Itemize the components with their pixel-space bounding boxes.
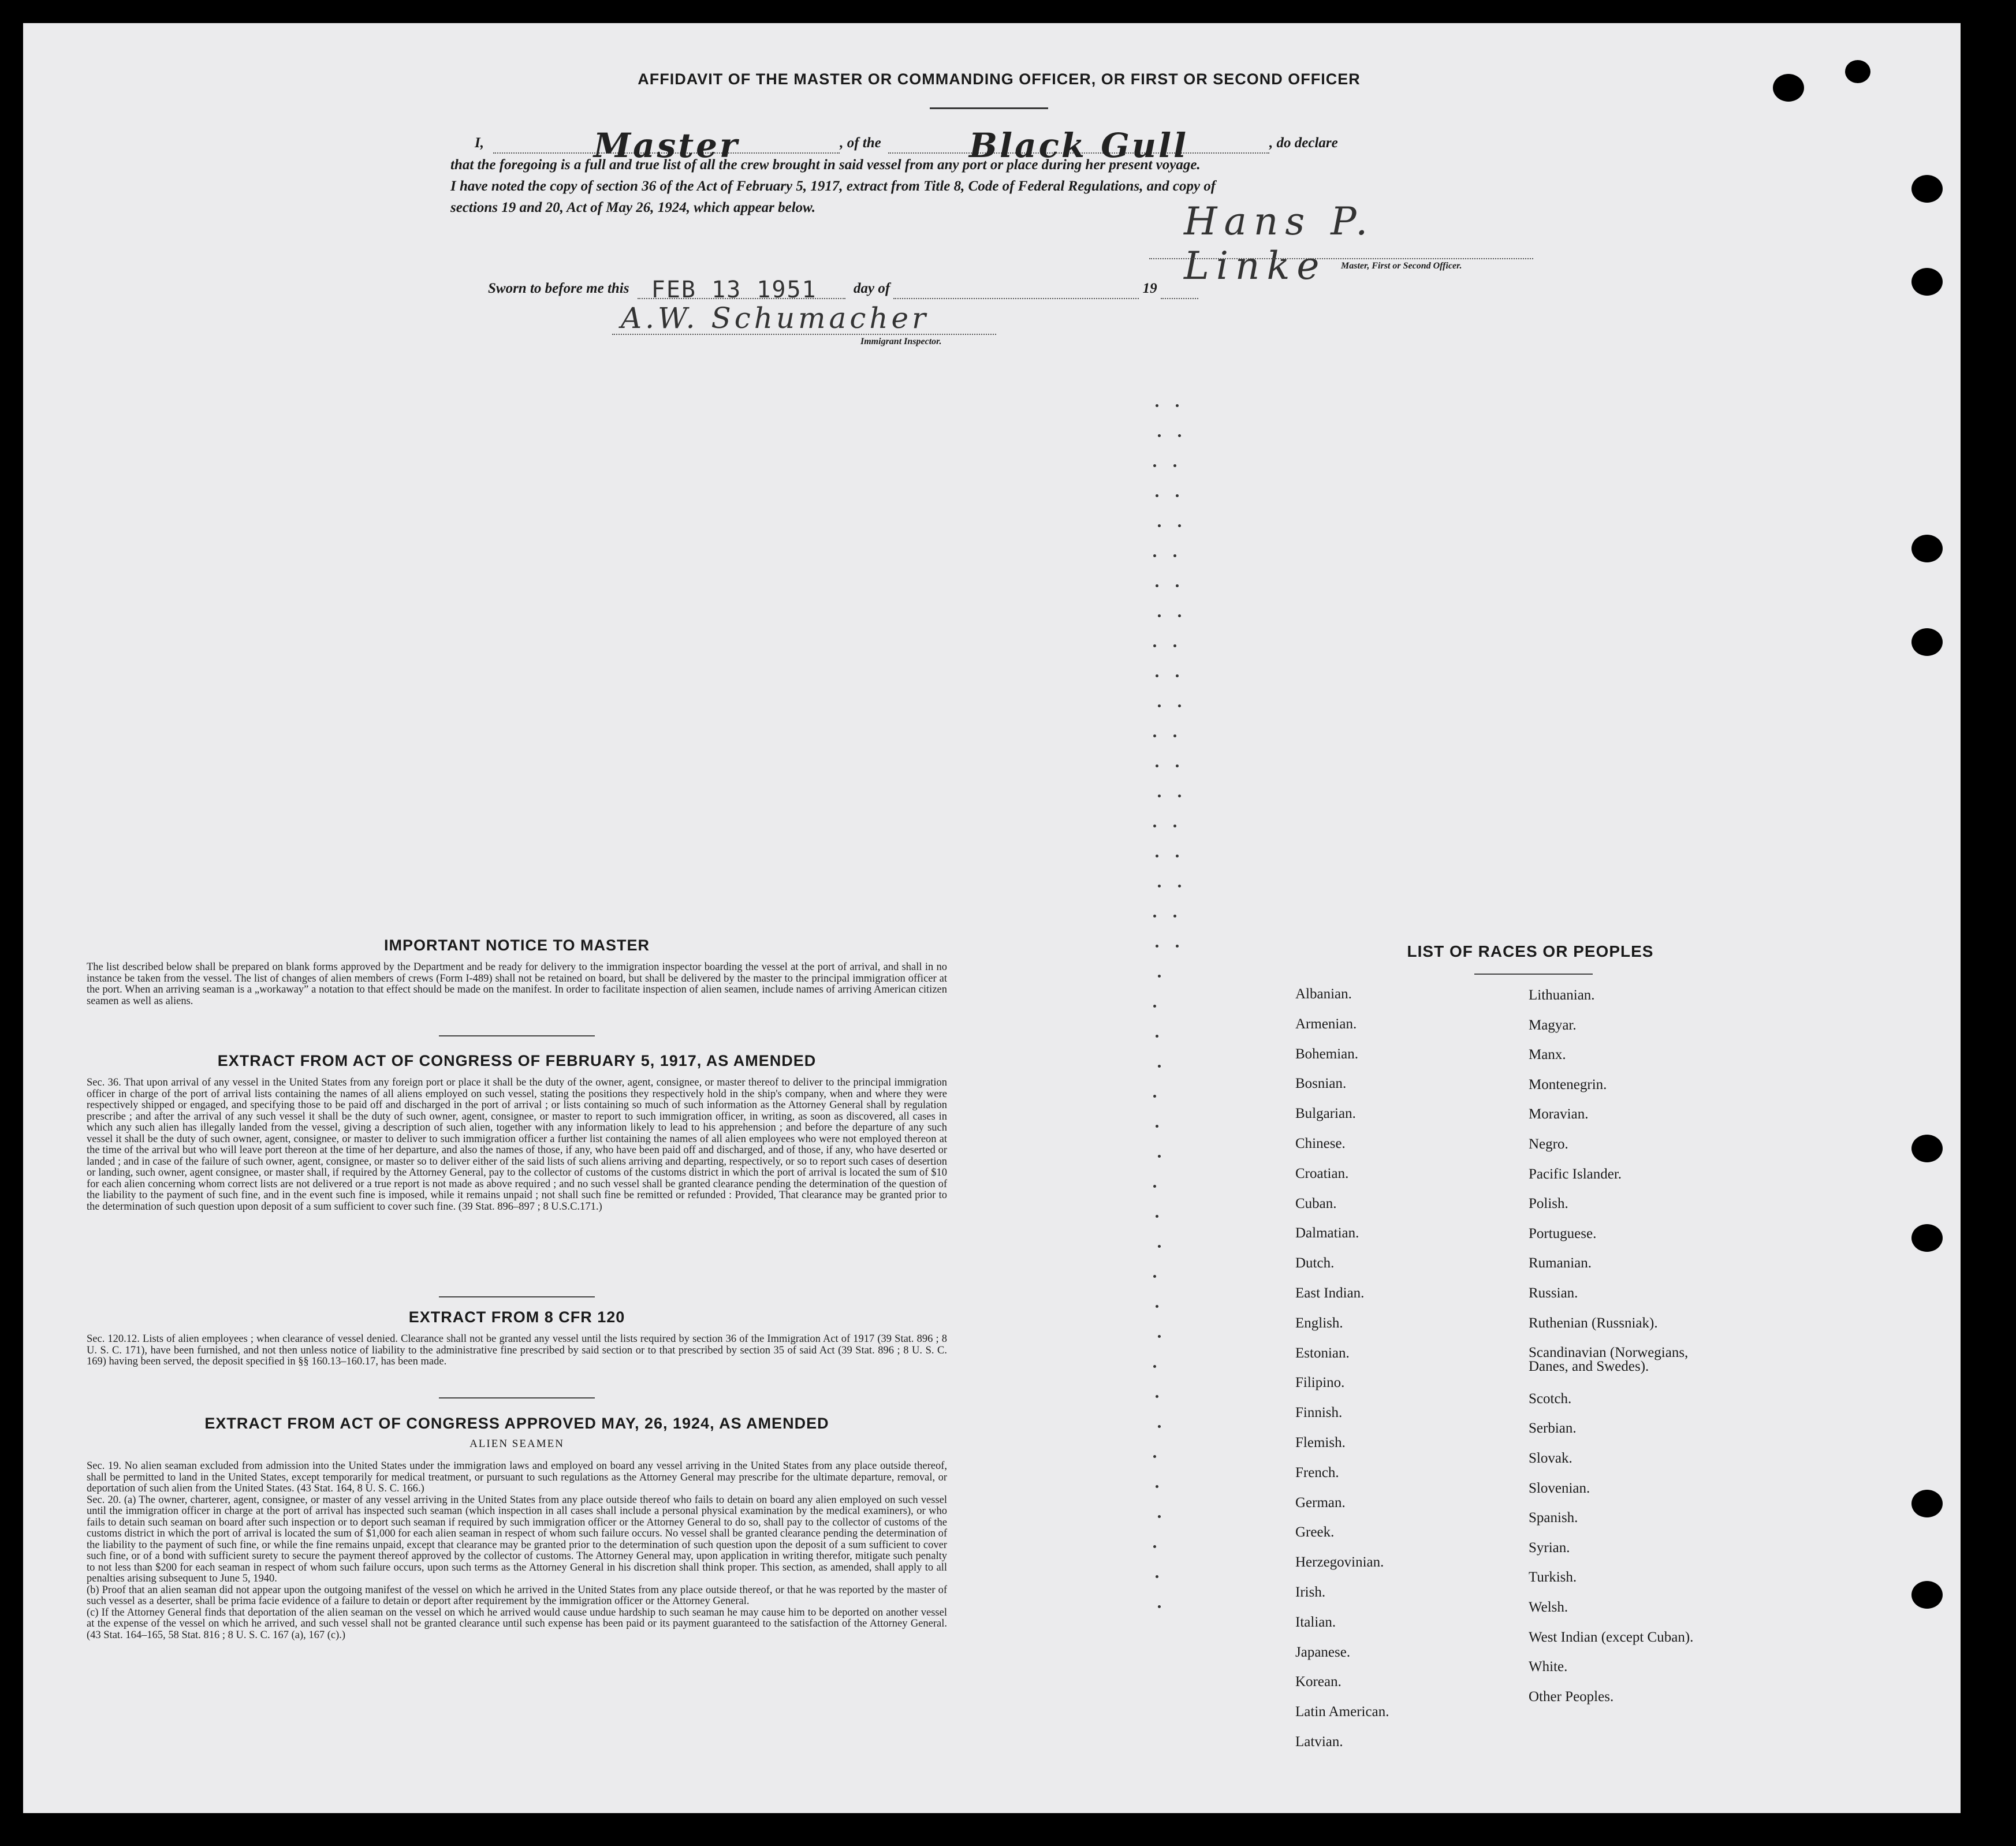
register-dot	[1173, 734, 1176, 737]
master-caption: Master, First or Second Officer.	[1341, 261, 1462, 271]
register-dot	[1153, 1185, 1156, 1188]
register-dot	[1176, 945, 1179, 948]
race-item: Herzegovinian.	[1295, 1554, 1384, 1571]
month-field	[893, 281, 1139, 299]
register-dot	[1156, 584, 1158, 587]
register-dot	[1158, 1155, 1161, 1158]
binder-hole	[1773, 74, 1804, 102]
races-title: LIST OF RACES OR PEOPLES	[1407, 942, 1654, 960]
register-dot	[1176, 494, 1179, 497]
register-dot	[1156, 1125, 1158, 1128]
register-dot	[1176, 855, 1179, 857]
date-stamp: FEB 13 1951	[651, 277, 817, 303]
register-dot	[1158, 885, 1161, 887]
race-item: German.	[1295, 1494, 1346, 1511]
register-dot	[1156, 674, 1158, 677]
declaration-line-3: I have noted the copy of section 36 of the Act of February 5, 1917, extract from Title 8, Code of Federal Regulations, and copy of	[450, 178, 1216, 194]
register-dot	[1158, 434, 1161, 437]
register-dot	[1176, 404, 1179, 407]
register-dot	[1173, 825, 1176, 827]
register-dot	[1156, 1035, 1158, 1038]
year-field	[1161, 281, 1198, 299]
extract-1924-subtitle: ALIEN SEAMEN	[469, 1438, 564, 1450]
register-dot	[1158, 704, 1161, 707]
sworn-label: Sworn to before me this	[488, 281, 629, 296]
binder-hole	[1911, 535, 1943, 562]
year-prefix: 19	[1142, 281, 1157, 296]
inspector-signature: A.W. Schumacher	[621, 301, 930, 335]
of-the-label: , of the	[840, 135, 881, 151]
register-dot	[1156, 945, 1158, 948]
race-item: Other Peoples.	[1529, 1688, 1614, 1705]
race-item: Turkish.	[1529, 1569, 1577, 1586]
race-item: Pacific Islander.	[1529, 1166, 1622, 1182]
race-item: Bohemian.	[1295, 1046, 1359, 1062]
race-item: Croatian.	[1295, 1165, 1349, 1181]
binder-hole	[1911, 1581, 1943, 1609]
register-dot	[1153, 915, 1156, 918]
declaration-line-4: sections 19 and 20, Act of May 26, 1924, which appear below.	[450, 200, 816, 215]
register-dot	[1156, 1485, 1158, 1488]
register-dot	[1173, 554, 1176, 557]
register-dot	[1153, 1095, 1156, 1098]
binder-hole	[1845, 60, 1870, 83]
register-dot	[1173, 644, 1176, 647]
i-label: I,	[475, 135, 484, 151]
race-item: Latin American.	[1295, 1704, 1389, 1720]
extract-1917-text: Sec. 36. That upon arrival of any vessel in the United States from any foreign port or place it shall be the duty of the owner, agent, consignee, or master thereof to deliver to the principal immigration officer in charge of the port of arrival lists containing the names of all aliens employed on such vessel, stating the positions they respectively hold in the ship's company, when and where they were respectively shipped or engaged, and specifying those to be paid off and discharged in the port of arrival ; or lists containing so much of such information as the Attorney General shall by regulation prescribe ; and after the arrival of any such vessel it shall be the duty of such owner, agent, consignee, or master to report to such immigration officer, in writing, as soon as discovered, all cases in which any such alien has illegally landed from the vessel, giving a description of such alien, together with any information likely to lead to his apprehension ; and before the departure of any such vessel it shall be the duty of such owner, agent, consignee, or master to deliver to such immigration officer a further list containing the names of all alien employees who were not employed thereon at the time of the arrival but who will leave port thereon at the time of her departure, and also the names of those, if any, who have been paid off and discharged, and of those, if any, who have deserted or landed ; and in case of the failure of such owner, agent, consignee, or master so to deliver either of the said lists of such aliens arriving and departing, respectively, or so to report such cases of desertion or landing, such owner, agent consignee, or master shall, if required by the Attorney General, pay to the collector of customs of the customs district in which the port of arrival is located the sum of $10 for each alien concerning whom correct lists are not delivered or a true report is not made as above required ; and no such vessel shall be granted clearance pending the determination of the question of the liability to the payment of such fine, and in the event such fine is imposed, while it remains unpaid ; not shall such fine be remitted or refunded : Provided, That clearance may be granted prior to the determination of such question upon deposit of a sum sufficient to cover such fine. (39 Stat. 896–897 ; 8 U.S.C.171.)	[87, 1077, 947, 1213]
register-dot	[1158, 795, 1161, 797]
race-item: Russian.	[1529, 1285, 1578, 1301]
race-item: Finnish.	[1295, 1405, 1343, 1421]
register-dot	[1176, 674, 1179, 677]
register-dot	[1156, 1575, 1158, 1578]
rank-handwriting: Master	[593, 126, 740, 165]
notice-text: The list described below shall be prepared on blank forms approved by the Department and be ready for delivery to the immigration inspector boarding the vessel at the port of arrival, and shall in no instance be taken from the vessel. The list of changes of alien members of crews (Form I-489) shall not be retained on board, but shall be delivered by the master to the principal immigration officer at the port. When an arriving seaman is a „workaway” a notation to that effect should be made on the manifest. In order to facilitate inspection of alien seamen, include names of arriving American citizen seamen as well as aliens.	[87, 961, 947, 1007]
register-dot	[1156, 494, 1158, 497]
race-item: Italian.	[1295, 1614, 1336, 1630]
race-item: Rumanian.	[1529, 1255, 1592, 1271]
race-item: Ruthenian (Russniak).	[1529, 1315, 1658, 1331]
register-dot	[1158, 1515, 1161, 1518]
race-item: Irish.	[1295, 1584, 1326, 1600]
master-signature-line	[1149, 258, 1533, 259]
race-item: Manx.	[1529, 1047, 1566, 1063]
register-dot	[1156, 1395, 1158, 1398]
race-item: Latvian.	[1295, 1734, 1343, 1750]
register-dot	[1158, 1425, 1161, 1428]
race-item: English.	[1295, 1315, 1343, 1331]
race-item: Moravian.	[1529, 1106, 1589, 1122]
race-item: Flemish.	[1295, 1435, 1346, 1450]
vessel-handwriting: Black Gull	[968, 126, 1189, 165]
binder-hole	[1911, 1135, 1943, 1162]
sec-20c-text: (c) If the Attorney General finds that deportation of the alien seaman on the vessel on which he arrived would cause undue hardship to such seaman he may cause him to be deported on another vessel at the expense of the vessel on which he arrived, and such vessel shall not be granted clearance until such expense has been paid or its payment guaranteed to the satisfaction of the Attorney General. (43 Stat. 164–165, 58 Stat. 816 ; 8 U. S. C. 167 (a), 167 (c).)	[87, 1606, 947, 1641]
register-dot	[1156, 764, 1158, 767]
sec-20a-text: Sec. 20. (a) The owner, charterer, agent, consignee, or master of any vessel arriving in the United States from any place outside thereof who fails to detain on board any alien employed on such vessel until the immigration officer in charge at the port of arrival has inspected such seaman (which inspection in all cases shall include a personal physical examination by the medical examiners), or who fails to detain such seaman on board after such inspection or to deport such seaman if required by such immigration officer or the Attorney General to do so, shall pay to the collector of customs of the customs district in which the port of arrival is located the sum of $1,000 for each alien seaman in respect of whom such failure occurs. No vessel shall be granted clearance pending the determination of the liability to the payment of such fine, or while the fine remains unpaid, except that clearance may be granted prior to the determination of such question upon the deposit of a sum sufficient to cover such fine, or of a bond with sufficient surety to secure the payment thereof approved by the collector of customs. The Attorney General may, upon application in writing therefor, mitigate such penalty to not less than $200 for each seaman in respect of whom such failure occurs, upon such terms as the Attorney General in his discretion shall think proper. This section, as amended, shall apply to all penalties arising subsequent to June 5, 1940.	[87, 1494, 947, 1584]
master-signature: Hans P. Linke	[1184, 199, 1375, 288]
register-dot	[1153, 825, 1156, 827]
race-item: Greek.	[1295, 1524, 1335, 1541]
race-item: Bulgarian.	[1295, 1106, 1356, 1122]
register-dot	[1178, 795, 1181, 797]
race-item: Dalmatian.	[1295, 1225, 1359, 1241]
binder-hole	[1911, 1490, 1943, 1517]
race-item: Cuban.	[1295, 1195, 1337, 1211]
race-item: Syrian.	[1529, 1539, 1570, 1556]
divider	[439, 1035, 595, 1036]
register-dot	[1176, 584, 1179, 587]
extract-8cfr-text: Sec. 120.12. Lists of alien employees ; when clearance of vessel denied. Clearance shall not be granted any vessel until the lists required by section 36 of the Immigration Act of 1917 (39 Stat. 896 ; 8 U. S. C. 171), have been furnished, and not then unless notice of liability to the administrative fine prescribed by said section or to that prescribed by section 35 of said Act (39 Stat. 896 ; 8 U. S. C. 169) having been served, the deposit specified in §§ 160.13–160.17, has been made.	[87, 1333, 947, 1367]
extract-1917-title: EXTRACT FROM ACT OF CONGRESS OF FEBRUARY 5, 1917, AS AMENDED	[217, 1052, 817, 1069]
register-dot	[1178, 704, 1181, 707]
register-dot	[1153, 554, 1156, 557]
race-item: Albanian.	[1295, 986, 1352, 1002]
extract-1924-body	[87, 1461, 947, 1641]
register-dot	[1153, 1455, 1156, 1458]
register-dot	[1158, 614, 1161, 617]
register-dot	[1153, 1005, 1156, 1008]
register-dot	[1178, 434, 1181, 437]
race-item: Armenian.	[1295, 1016, 1357, 1032]
race-item: Chinese.	[1295, 1136, 1346, 1151]
divider	[439, 1397, 595, 1399]
race-item: White.	[1529, 1659, 1568, 1675]
races-divider	[1474, 974, 1593, 975]
register-dot	[1158, 524, 1161, 527]
binder-hole	[1911, 1224, 1943, 1252]
race-item: French.	[1295, 1464, 1339, 1480]
register-dot	[1158, 975, 1161, 978]
race-item: Portuguese.	[1529, 1225, 1597, 1241]
race-item: Scotch.	[1529, 1390, 1572, 1407]
binder-hole	[1911, 175, 1943, 203]
vessel-field	[888, 126, 1269, 165]
day-of-label: day of	[853, 281, 890, 296]
date-field	[638, 277, 845, 303]
extract-8cfr-title: EXTRACT FROM 8 CFR 120	[408, 1308, 625, 1326]
race-item: Serbian.	[1529, 1420, 1577, 1437]
race-item: Slovak.	[1529, 1450, 1572, 1466]
register-dot	[1158, 1245, 1161, 1248]
register-dot	[1156, 1305, 1158, 1308]
register-dot	[1178, 614, 1181, 617]
binder-hole	[1911, 628, 1943, 656]
register-dot	[1178, 524, 1181, 527]
affidavit-title: AFFIDAVIT OF THE MASTER OR COMMANDING OFFICER, OR FIRST OR SECOND OFFICER	[638, 70, 1361, 88]
register-dot	[1158, 1605, 1161, 1608]
race-item: Montenegrin.	[1529, 1076, 1607, 1092]
race-item: West Indian (except Cuban).	[1529, 1629, 1694, 1645]
race-item: Slovenian.	[1529, 1480, 1590, 1496]
race-item: Negro.	[1529, 1136, 1568, 1152]
register-dot	[1156, 404, 1158, 407]
do-declare-label: , do declare	[1269, 135, 1338, 151]
declaration-line-2: that the foregoing is a full and true list of all the crew brought in said vessel from any port or place during her present voyage.	[450, 157, 1201, 173]
race-item: Estonian.	[1295, 1345, 1350, 1361]
register-dot	[1158, 1065, 1161, 1068]
inspector-signature-line	[612, 334, 996, 335]
race-item: Magyar.	[1529, 1017, 1577, 1033]
register-dot	[1153, 1545, 1156, 1548]
register-dot	[1176, 764, 1179, 767]
race-item: Dutch.	[1295, 1255, 1335, 1271]
register-dot	[1153, 464, 1156, 467]
race-item: East Indian.	[1295, 1285, 1365, 1301]
race-item: Polish.	[1529, 1196, 1568, 1212]
sec-19-text: Sec. 19. No alien seaman excluded from admission into the United States under the immigration laws and employed on board any vessel arriving in the United States from any place outside thereof, shall be permitted to land in the United States, except temporarily for medical treatment, or pursuant to such regulations as the Attorney General may prescribe for the ultimate departure, removal, or deportation of such alien from the United States. (43 Stat. 164, 8 U. S. C. 166.)	[87, 1460, 947, 1494]
extract-1924-title: EXTRACT FROM ACT OF CONGRESS APPROVED MAY, 26, 1924, AS AMENDED	[204, 1415, 829, 1432]
notice-title: IMPORTANT NOTICE TO MASTER	[384, 937, 650, 954]
race-item: Filipino.	[1295, 1375, 1345, 1391]
register-dot	[1156, 1215, 1158, 1218]
race-item: Danes, and Swedes).	[1529, 1359, 1649, 1375]
race-item: Welsh.	[1529, 1599, 1568, 1615]
divider	[439, 1296, 595, 1297]
register-dot	[1153, 1365, 1156, 1368]
register-dot	[1158, 1335, 1161, 1338]
race-item: Scandinavian (Norwegians,	[1529, 1345, 1689, 1361]
inspector-caption: Immigrant Inspector.	[860, 337, 942, 346]
race-item: Lithuanian.	[1529, 987, 1595, 1003]
race-item: Japanese.	[1295, 1644, 1351, 1660]
register-dot	[1153, 644, 1156, 647]
register-dot	[1173, 915, 1176, 918]
race-item: Bosnian.	[1295, 1076, 1347, 1092]
race-item: Korean.	[1295, 1674, 1341, 1690]
register-dot	[1156, 855, 1158, 857]
rank-field	[493, 126, 840, 165]
register-dot	[1153, 1275, 1156, 1278]
register-dot	[1153, 734, 1156, 737]
binder-hole	[1911, 268, 1943, 296]
sec-20b-text: (b) Proof that an alien seaman did not appear upon the outgoing manifest of the vessel on which he arrived in the United States from any place outside thereof, or that he was reported by the master of such vessel as a deserter, shall be prima facie evidence of a failure to detain or deport after requirement by the immigration officer or the Attorney General.	[87, 1584, 947, 1607]
race-item: Spanish.	[1529, 1510, 1578, 1526]
register-dot	[1178, 885, 1181, 887]
register-dot	[1173, 464, 1176, 467]
title-divider	[930, 107, 1048, 109]
sworn-line	[488, 277, 1296, 303]
